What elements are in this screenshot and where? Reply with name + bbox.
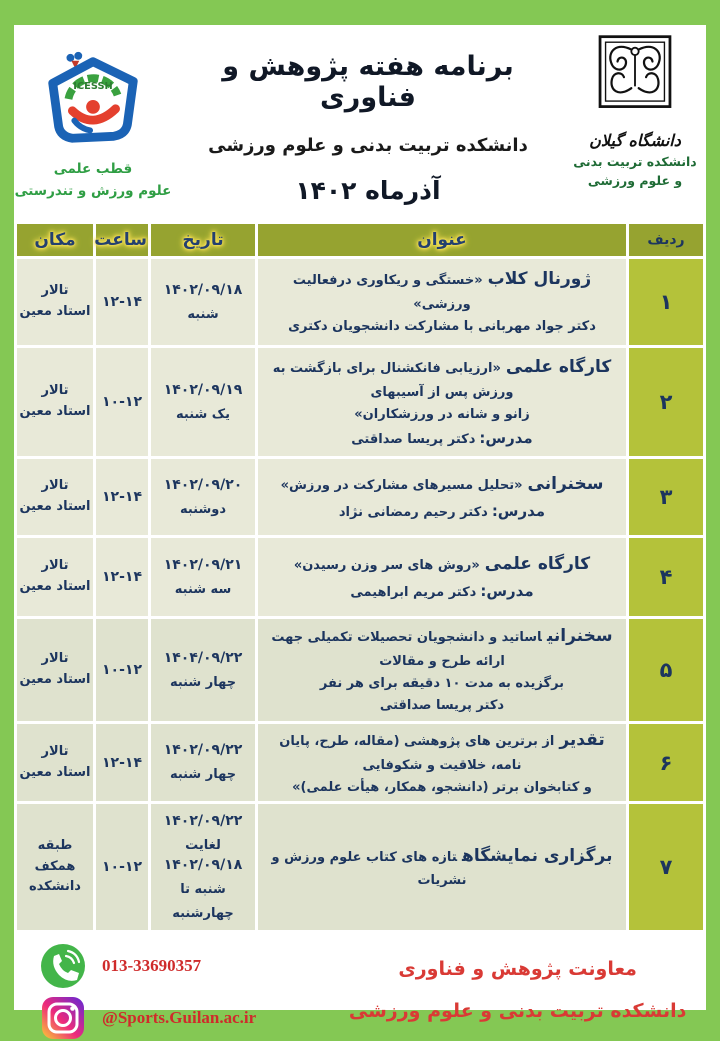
event-place-cell: تالار استاد معین bbox=[17, 619, 93, 721]
guilan-university-name: دانشگاه گیلان bbox=[589, 131, 681, 150]
guilan-logo-block bbox=[564, 25, 706, 221]
table-row bbox=[17, 259, 703, 345]
table-row bbox=[17, 459, 703, 535]
poster-title: برنامه هفته پژوهش و فناوری bbox=[222, 51, 514, 113]
row-number: ۱ bbox=[629, 259, 703, 345]
event-title-cell: کارگاه علمی«ارزیابی فانکشنال برای بازگشت به ورزش پس از آسیبهای زانو و شانه در ورزشکاران» مدرس:دکتر پریسا صداقتی bbox=[258, 348, 626, 456]
event-time-cell: ۱۰-۱۲ bbox=[96, 348, 148, 456]
event-title-cell: سخنرانی«تحلیل مسیرهای مشارکت در ورزش» مدرس:دکتر رحیم رمضانی نژاد bbox=[258, 459, 626, 535]
event-place-cell: تالار استاد معین bbox=[17, 724, 93, 801]
poster-titles bbox=[172, 25, 564, 221]
guilan-university-icon bbox=[589, 33, 681, 125]
col-header-place: مکان bbox=[17, 224, 93, 256]
row-number: ۶ bbox=[629, 724, 703, 801]
event-date-cell: ۱۴۰۲/۰۹/۱۸ شنبه bbox=[151, 259, 255, 345]
event-time-cell: ۱۲-۱۴ bbox=[96, 724, 148, 801]
col-header-date: تاریخ bbox=[151, 224, 255, 256]
poster-month: آذرماه ۱۴۰۲ bbox=[295, 176, 441, 205]
event-title-cell: ژورنال کلاب«خستگی و ریکاوری درفعالیت ورزشی» دکتر جواد مهربانی با مشارکت دانشجویان دکتری bbox=[258, 259, 626, 345]
event-place-cell: تالار استاد معین bbox=[17, 259, 93, 345]
icessh-logo-block bbox=[14, 25, 172, 221]
col-header-row-number: ردیف bbox=[629, 224, 703, 256]
poster-header bbox=[14, 25, 706, 221]
guilan-caption: دانشکده تربیت بدنی و علوم ورزشی bbox=[573, 154, 697, 188]
event-time-cell: ۱۲-۱۴ bbox=[96, 538, 148, 616]
footer-contacts bbox=[28, 943, 343, 1041]
event-date-range-cell: ۱۴۰۲/۰۹/۲۲ لغایت ۱۴۰۲/۰۹/۱۸ شنبه تا چهارشنبه bbox=[151, 804, 255, 930]
row-number: ۴ bbox=[629, 538, 703, 616]
row-number: ۳ bbox=[629, 459, 703, 535]
event-title-cell: تقدیراز برترین های پژوهشی (مقاله، طرح، پایان نامه، خلاقیت و شکوفایی و کتابخوان برتر (دانشجو، همکار، هیأت علمی)» bbox=[258, 724, 626, 801]
poster-card bbox=[14, 25, 706, 1028]
row-number: ۲ bbox=[629, 348, 703, 456]
event-date-cell: ۱۴۰۲/۰۹/۱۹ یک شنبه bbox=[151, 348, 255, 456]
event-place-cell: تالار استاد معین bbox=[17, 459, 93, 535]
instagram-handle: @Sports.Guilan.ac.ir bbox=[102, 1008, 257, 1028]
event-time-cell: ۱۲-۱۴ bbox=[96, 459, 148, 535]
col-header-title: عنوان bbox=[258, 224, 626, 256]
poster-footer bbox=[14, 933, 706, 1041]
icessh-caption: قطب علمی علوم ورزش و تندرستی bbox=[14, 161, 172, 199]
table-row bbox=[17, 804, 703, 930]
event-time-cell: ۱۲-۱۴ bbox=[96, 259, 148, 345]
icessh-icon bbox=[39, 47, 147, 151]
col-header-time: ساعت bbox=[96, 224, 148, 256]
table-row bbox=[17, 348, 703, 456]
table-row bbox=[17, 724, 703, 801]
phone-icon bbox=[40, 943, 86, 989]
row-number: ۵ bbox=[629, 619, 703, 721]
event-title-cell: سخنرانیاساتید و دانشجویان تحصیلات تکمیلی جهت ارائه طرح و مقالات برگزیده به مدت ۱۰ دقیقه برای هر نفر دکتر پریسا صداقتی bbox=[258, 619, 626, 721]
event-date-cell: ۱۴۰۲/۰۹/۲۰ دوشنبه bbox=[151, 459, 255, 535]
event-time-cell: ۱۰-۱۲ bbox=[96, 619, 148, 721]
svg-text:ICESSH: ICESSH bbox=[73, 81, 113, 93]
phone-number: 013-33690357 bbox=[102, 956, 202, 976]
phone-contact bbox=[40, 943, 343, 989]
footer-department: معاونت پژوهش و فناوری دانشکده تربیت بدنی و علوم ورزشی bbox=[348, 958, 687, 1022]
event-place-cell: تالار استاد معین bbox=[17, 348, 93, 456]
schedule-table bbox=[14, 221, 706, 933]
event-date-cell: ۱۴۰۲/۰۹/۲۱ سه شنبه bbox=[151, 538, 255, 616]
event-date-cell: ۱۴۰۴/۰۹/۲۲ چهار شنبه bbox=[151, 619, 255, 721]
row-number: ۷ bbox=[629, 804, 703, 930]
event-place-cell: طبقه همکف دانشکده bbox=[17, 804, 93, 930]
table-row bbox=[17, 538, 703, 616]
instagram-icon bbox=[40, 995, 86, 1041]
poster-subtitle: دانشکده تربیت بدنی و علوم ورزشی bbox=[208, 135, 528, 156]
instagram-contact bbox=[40, 995, 343, 1041]
event-title-cell: برگزاری نمایشگاهتازه های کتاب علوم ورزش و نشریات bbox=[258, 804, 626, 930]
event-date-cell: ۱۴۰۲/۰۹/۲۲ چهار شنبه bbox=[151, 724, 255, 801]
event-title-cell: کارگاه علمی«روش های سر وزن رسیدن» مدرس:دکتر مریم ابراهیمی bbox=[258, 538, 626, 616]
event-place-cell: تالار استاد معین bbox=[17, 538, 93, 616]
event-time-cell: ۱۰-۱۲ bbox=[96, 804, 148, 930]
table-header-row bbox=[17, 224, 703, 256]
table-row bbox=[17, 619, 703, 721]
